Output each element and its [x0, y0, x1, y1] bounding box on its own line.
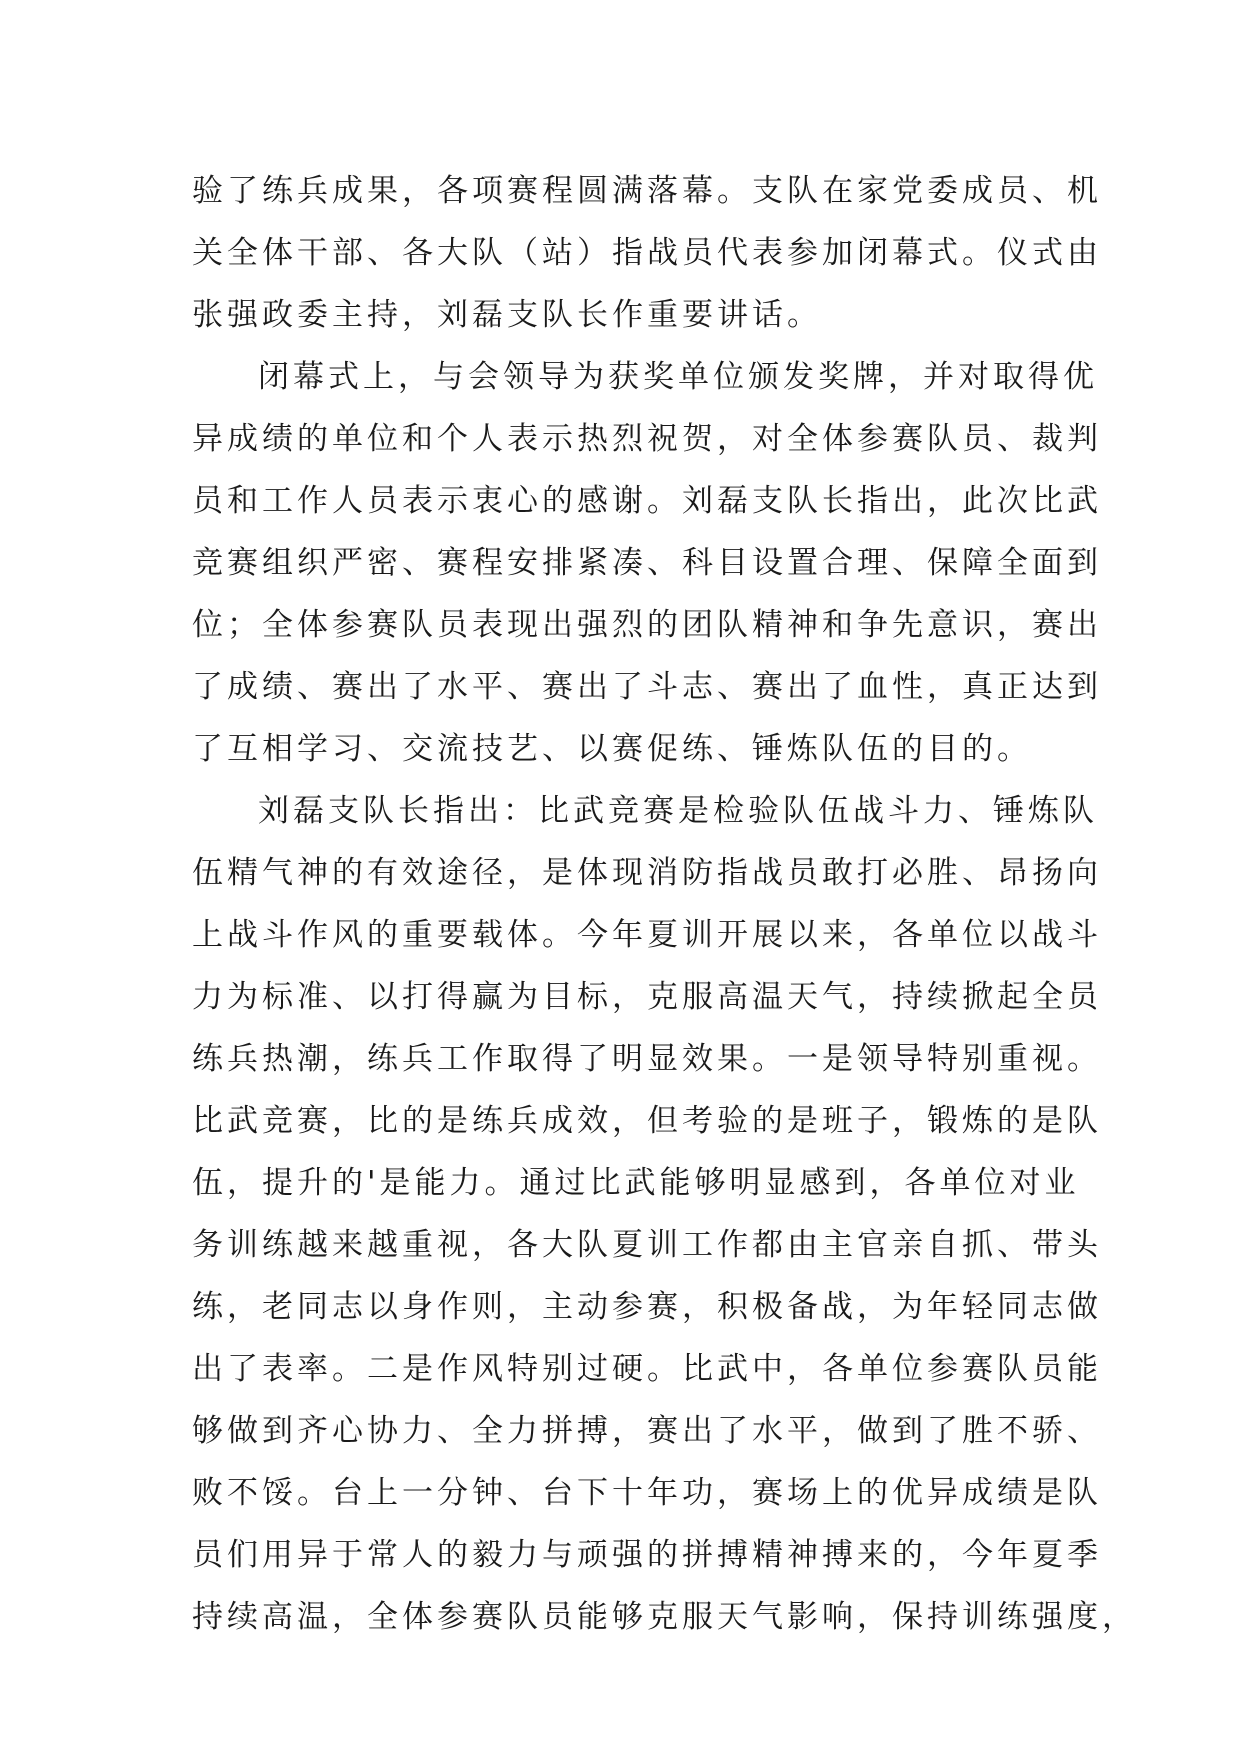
text-line: 了成绩、赛出了水平、赛出了斗志、赛出了血性，真正达到 — [192, 669, 1102, 705]
text-line: 伍精气神的有效途径，是体现消防指战员敢打必胜、昂扬向 — [192, 855, 1102, 891]
text-line: 竞赛组织严密、赛程安排紧凑、科目设置合理、保障全面到 — [192, 545, 1102, 581]
text-line: 出了表率。二是作风特别过硬。比武中，各单位参赛队员能 — [192, 1351, 1102, 1387]
text-line: 位；全体参赛队员表现出强烈的团队精神和争先意识，赛出 — [192, 607, 1102, 643]
text-line: 验了练兵成果，各项赛程圆满落幕。支队在家党委成员、机 — [192, 173, 1102, 209]
paragraph-first-line: 刘磊支队长指出：比武竞赛是检验队伍战斗力、锤炼队 — [258, 793, 1098, 829]
text-line: 员和工作人员表示衷心的感谢。刘磊支队长指出，此次比武 — [192, 483, 1102, 519]
text-line: 伍，提升的'是能力。通过比武能够明显感到，各单位对业 — [192, 1165, 1080, 1201]
text-line: 张强政委主持，刘磊支队长作重要讲话。 — [192, 297, 822, 333]
text-line: 力为标准、以打得赢为目标，克服高温天气，持续掀起全员 — [192, 979, 1102, 1015]
document-body — [192, 160, 1137, 1648]
text-line: 败不馁。台上一分钟、台下十年功，赛场上的优异成绩是队 — [192, 1475, 1102, 1511]
text-line: 关全体干部、各大队（站）指战员代表参加闭幕式。仪式由 — [192, 235, 1102, 271]
text-line: 比武竞赛，比的是练兵成效，但考验的是班子，锻炼的是队 — [192, 1103, 1102, 1139]
text-line: 异成绩的单位和个人表示热烈祝贺，对全体参赛队员、裁判 — [192, 421, 1102, 457]
text-line: 练，老同志以身作则，主动参赛，积极备战，为年轻同志做 — [192, 1289, 1102, 1325]
paragraph-first-line: 闭幕式上，与会领导为获奖单位颁发奖牌，并对取得优 — [258, 359, 1098, 395]
text-line: 员们用异于常人的毅力与顽强的拼搏精神搏来的，今年夏季 — [192, 1537, 1102, 1573]
text-line: 够做到齐心协力、全力拼搏，赛出了水平，做到了胜不骄、 — [192, 1413, 1102, 1449]
text-line: 了互相学习、交流技艺、以赛促练、锤炼队伍的目的。 — [192, 731, 1032, 767]
text-line: 持续高温，全体参赛队员能够克服天气影响，保持训练强度， — [192, 1599, 1137, 1635]
text-line: 练兵热潮，练兵工作取得了明显效果。一是领导特别重视。 — [192, 1041, 1102, 1077]
text-line: 上战斗作风的重要载体。今年夏训开展以来，各单位以战斗 — [192, 917, 1102, 953]
text-line: 务训练越来越重视，各大队夏训工作都由主官亲自抓、带头 — [192, 1227, 1102, 1263]
